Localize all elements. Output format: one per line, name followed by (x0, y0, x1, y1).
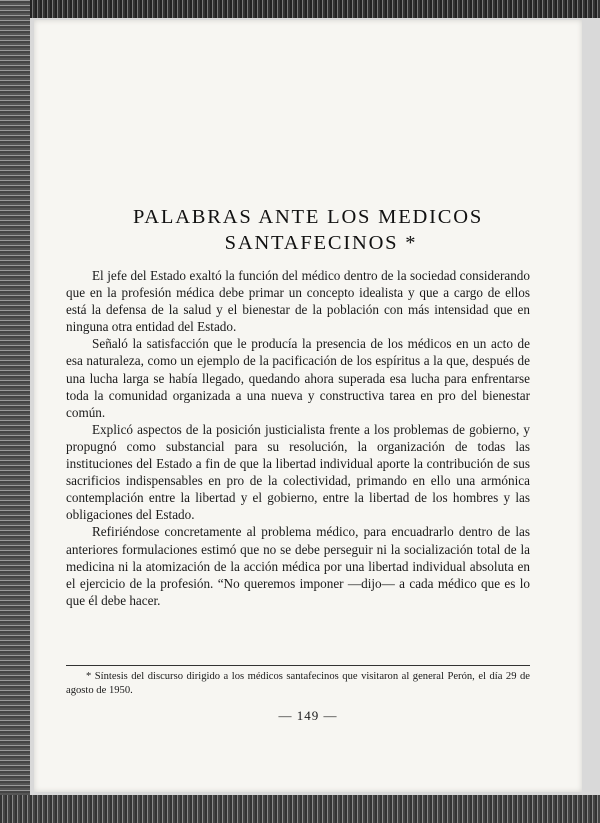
document-page (34, 20, 582, 792)
paragraph: Señaló la satisfacción que le producía la presencia de los médicos en un acto de esa naturaleza, como un ejemplo de la pacificación de los espíritus a la que, después de una lucha larga se había llegado, quedando ahora superada esa lucha para enfrentarse toda la comunidad organizada a una nueva y constructiva tarea en pro del bienestar común. (66, 336, 530, 420)
page-number: — 149 — (278, 708, 338, 723)
footnote-divider (66, 665, 530, 666)
page-title (34, 204, 582, 256)
footnote-text: * Síntesis del discurso dirigido a los médicos santafecinos que visitaron al general Perón, el día 29 de agosto de 1950. (66, 671, 530, 696)
footnote (66, 670, 530, 698)
paragraph: Explicó aspectos de la posición justicialista frente a los problemas de gobierno, y propugnó como substancial para su resolución, la organización de todas las instituciones del Estado a fin de que la libertad individual aporte la contribución de sus sacrificios indispensables en pro de la colectividad, primando en ello una armónica contemplación entre la libertad y el gobierno, entre la libertad de los hombres y las obligaciones del Estado. (66, 421, 530, 523)
scan-border-bottom (0, 795, 600, 823)
scan-border-left (0, 0, 30, 823)
paragraph: El jefe del Estado exaltó la función del médico dentro de la sociedad considerando que en la profesión médica debe primar un concepto idealista y que a cargo de ellos está la defensa de la salud y el bienestar de la población con más intensidad que en ninguna otra entidad del Estado. (66, 268, 530, 335)
title-line-1: PALABRAS ANTE LOS MEDICOS (132, 206, 484, 228)
scan-border-top (0, 0, 600, 18)
title-line-2: SANTAFECINOS * (224, 232, 418, 254)
body-text (66, 267, 530, 609)
paragraph: Refiriéndose concretamente al problema médico, para encuadrarlo dentro de las anteriores formulaciones estimó que no se debe perseguir ni la socialización total de la medicina ni la atomización de la acción médica por una libertad individual absoluta en el ejercicio de la profesión. “No queremos imponer —dijo— a cada médico que es lo que él debe hacer. (66, 524, 530, 608)
